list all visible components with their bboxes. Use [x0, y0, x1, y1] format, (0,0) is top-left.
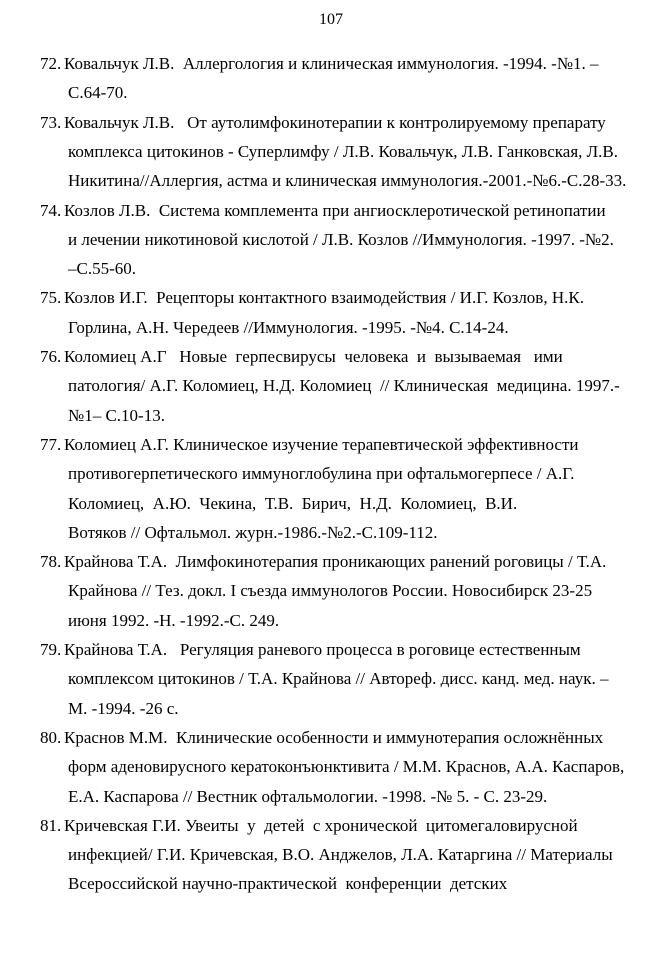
reference-text-line: комплексом цитокинов / Т.А. Крайнова // Автореф. дисс. канд. мед. наук. – [68, 669, 609, 689]
reference-text-line: Вотяков // Офтальмол. журн.-1986.-№2.-С.109-112. [68, 522, 438, 542]
reference-text-line: июня 1992. -Н. -1992.-С. 249. [68, 610, 280, 630]
reference-text-line: комплекса цитокинов - Суперлимфу / Л.В. Ковальчук, Л.В. Ганковская, Л.В. [68, 141, 619, 161]
reference-text-line: Горлина, А.Н. Чередеев //Иммунология. -1995. -№4. С.14-24. [68, 317, 509, 337]
reference-text-line: Кричевская Г.И. Увеиты у детей с хронической цитомегаловирусной [64, 815, 578, 835]
reference-number: 77. [40, 434, 62, 454]
reference-text-line: противогерпетического иммуноглобулина при офтальмогерпесе / А.Г. [68, 464, 575, 484]
reference-number: 72. [40, 54, 62, 73]
reference-text-line: Краснов М.М. Клинические особенности и иммунотерапия осложнённых [64, 727, 604, 747]
reference-number: 79. [40, 640, 62, 659]
reference-number: 74. [40, 200, 62, 220]
reference-text-line: инфекцией/ Г.И. Кричевская, В.О. Анджелов, Л.А. Катаргина // Материалы [68, 845, 613, 865]
reference-text-line: патология/ А.Г. Коломиец, Н.Д. Коломиец // Клиническая медицина. 1997.- [68, 376, 620, 396]
reference-number: 80. [40, 727, 62, 747]
reference-text-line: Коломиец, А.Ю. Чекина, Т.В. Бирич, Н.Д. Коломиец, В.И. [68, 493, 518, 513]
reference-text-line: и лечении никотиновой кислотой / Л.В. Козлов //Иммунология. -1997. -№2. [68, 229, 614, 249]
reference-number: 81. [40, 815, 62, 835]
reference-text-line: Ковальчук Л.В. Аллергология и клиническая иммунология. -1994. -№1. – [64, 54, 599, 73]
reference-text-line: Никитина//Аллергия, астма и клиническая иммунология.-2001.-№6.-С.28-33. [68, 171, 627, 191]
reference-text-line: Е.А. Каспарова // Вестник офтальмологии. -1998. -№ 5. - С. 23-29. [68, 786, 548, 806]
reference-number: 78. [40, 552, 62, 572]
reference-text-line: Коломиец А.Г Новые герпесвирусы человека и вызываемая ими [64, 347, 563, 366]
reference-text-line: Коломиец А.Г. Клиническое изучение терапевтической эффективности [64, 434, 579, 454]
reference-text-line: М. -1994. -26 с. [68, 698, 179, 718]
reference-number: 76. [40, 347, 62, 366]
reference-number: 73. [40, 112, 62, 132]
reference-text-line: Крайнова Т.А. Лимфокинотерапия проникающих ранений роговицы / Т.А. [64, 552, 607, 572]
reference-text-line: №1– С.10-13. [68, 405, 165, 425]
reference-text-line: –С.55-60. [68, 259, 136, 279]
reference-text-line: Всероссийской научно-практической конференции детских [68, 874, 508, 894]
reference-text-line: Ковальчук Л.В. От аутолимфокинотерапии к контролируемому препарату [64, 112, 606, 132]
page-number: 107 [319, 11, 343, 28]
reference-text-line: Крайнова Т.А. Регуляция раневого процесса в роговице естественным [64, 640, 581, 659]
reference-text-line: Козлов Л.В. Система комплемента при ангиосклеротической ретинопатии [64, 200, 606, 220]
reference-number: 75. [40, 288, 62, 308]
reference-text-line: Козлов И.Г. Рецепторы контактного взаимодействия / И.Г. Козлов, Н.К. [64, 288, 584, 308]
reference-text-line: С.64-70. [68, 83, 128, 103]
reference-text-line: Крайнова // Тез. докл. I съезда иммунологов России. Новосибирск 23-25 [68, 581, 593, 601]
reference-text-line: форм аденовирусного кератоконъюнктивита / М.М. Краснов, А.А. Каспаров, [68, 757, 625, 777]
